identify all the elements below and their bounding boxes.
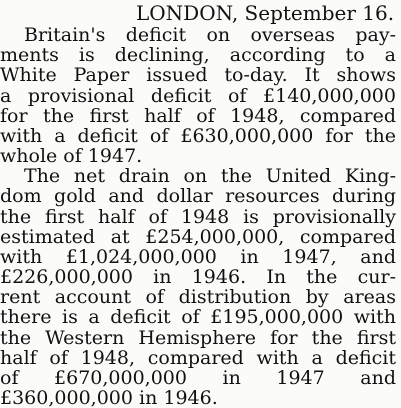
article-line-4: a provisional deficit of £140,000,000	[0, 84, 396, 107]
article-line-17: half of 1948, compared with a deficit	[0, 346, 396, 369]
article-line-2: ments is declining, according to a	[0, 44, 396, 67]
dateline-text: LONDON, September 16.	[136, 1, 395, 25]
article-line-12: with £1,024,000,000 in 1947, and	[0, 245, 396, 268]
article-line-1: Britain's deficit on overseas pay-	[24, 24, 396, 47]
article-line-6: with a deficit of £630,000,000 for the	[0, 124, 396, 147]
article-line-11: estimated at £254,000,000, compared	[0, 225, 396, 248]
article-line-9: dom gold and dollar resources during	[0, 185, 396, 208]
article-line-16: the Western Hemisphere for the first	[0, 326, 396, 349]
article-line-7: whole of 1947.	[0, 145, 143, 168]
article-line-5: for the first half of 1948, compared	[0, 104, 396, 127]
article-line-18: of £670,000,000 in 1947 and	[0, 366, 396, 389]
article-line-10: the first half of 1948 is provisionally	[0, 205, 396, 228]
article-line-15: there is a deficit of £195,000,000 with	[0, 306, 396, 329]
dateline	[0, 2, 401, 24]
article-line-13: £226,000,000 in 1946. In the cur-	[0, 266, 396, 289]
article-line-14: rent account of distribution by areas	[0, 286, 396, 309]
article-line-8: The net drain on the United King-	[24, 165, 396, 188]
article-line-3: White Paper issued to-day. It shows	[0, 64, 396, 87]
article-line-19: £360,000,000 in 1946.	[0, 387, 218, 408]
